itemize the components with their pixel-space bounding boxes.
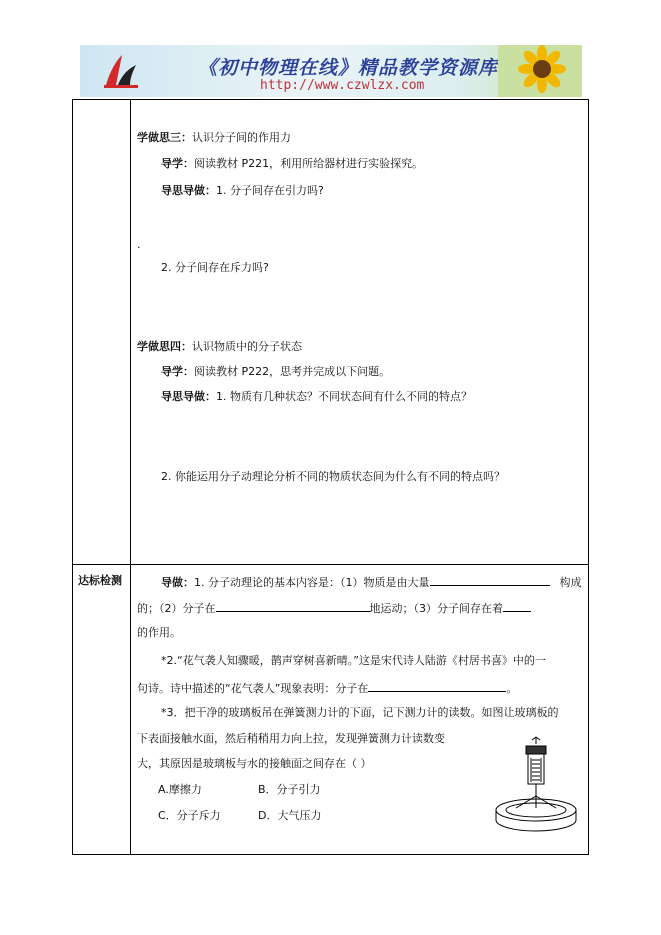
test-line8: 大，其原因是玻璃板与水的接触面之间存在（ ） [137, 757, 372, 770]
test-label: 达标检测 [78, 574, 122, 587]
test-line1: 导做：1. 分子动理论的基本内容是：（1）物质是由大量 构成 [161, 576, 582, 589]
test-line7: 下表面接触水面，然后稍稍用力向上拉，发现弹簧测力计读数变 [137, 732, 445, 745]
test-line5: 句诗。诗中描述的“花气袭人”现象表明：分子在 。 [137, 682, 518, 695]
section3-question1: 导思导做：1. 分子间存在引力吗? [161, 184, 324, 197]
blank-1[interactable] [430, 574, 550, 586]
table-row-divider [72, 564, 589, 565]
header-banner [80, 45, 582, 97]
option-d: D．大气压力 [258, 809, 322, 822]
section3-question2: 2. 分子间存在斥力吗? [161, 261, 269, 274]
section4-guide: 导学：阅读教材 P222，思考并完成以下问题。 [161, 365, 391, 378]
option-a: A.摩擦力 [158, 783, 202, 796]
section3-heading: 学做思三：认识分子间的作用力 [137, 131, 291, 144]
test-line6: *3．把干净的玻璃板吊在弹簧测力计的下面，记下测力计的读数。如图让玻璃板的 [161, 706, 559, 719]
logo-icon [100, 51, 142, 91]
table-border-right [588, 99, 589, 855]
table-border-bottom [72, 854, 589, 855]
blank-3[interactable] [503, 600, 531, 612]
option-c: C．分子斥力 [158, 809, 221, 822]
section4-heading: 学做思四：认识物质中的分子状态 [137, 340, 302, 353]
table-border-top [72, 99, 589, 100]
section4-question2: 2. 你能运用分子动理论分析不同的物质状态间为什么有不同的特点吗？ [161, 470, 505, 483]
section4-question1: 导思导做：1. 物质有几种状态？不同状态间有什么不同的特点？ [161, 390, 472, 403]
test-line4: *2.“花气袭人知骤暖，鹊声穿树喜新晴。”这是宋代诗人陆游《村居书喜》中的一 [161, 654, 546, 667]
table-column-divider [130, 99, 131, 855]
sunflower-icon [498, 45, 582, 97]
blank-2[interactable] [216, 600, 370, 612]
stray-mark: . [137, 238, 141, 251]
test-line3: 的作用。 [137, 626, 181, 639]
spring-scale-apparatus-icon [490, 736, 582, 832]
banner-title: 《初中物理在线》精品教学资源库 [198, 57, 499, 79]
option-b: B．分子引力 [258, 783, 321, 796]
blank-4[interactable] [368, 680, 506, 692]
section3-guide: 导学：阅读教材 P221，利用所给器材进行实验探究。 [161, 157, 424, 170]
banner-url: http://www.czwlzx.com [260, 78, 425, 93]
test-line2: 的；（2）分子在 地运动；（3）分子间存在着 [137, 600, 531, 616]
table-border-left [72, 99, 73, 855]
